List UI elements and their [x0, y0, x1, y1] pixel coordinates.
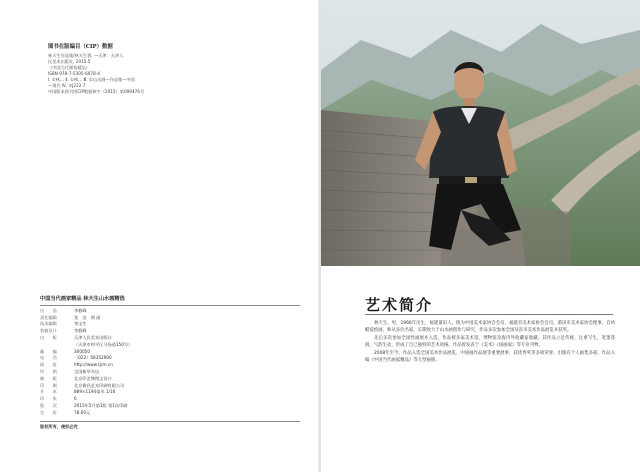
- colophon-value: 6: [74, 396, 77, 402]
- colophon-value: 78.00元: [74, 409, 91, 415]
- cip-line: Ⅰ. ①林… Ⅱ. ①林… Ⅲ. ①山水画—作品集—中国: [48, 77, 135, 82]
- colophon-value: 北京雅昌艺术印刷有限公司: [74, 382, 125, 388]
- colophon-row: [40, 396, 300, 403]
- colophon-value: 北京印艺博图文设计: [74, 375, 112, 381]
- colophon-value: 天津人民美术出版社: [74, 334, 112, 340]
- colophon-row: [40, 376, 300, 383]
- colophon-key: 网 址: [40, 362, 57, 368]
- colophon-row: [40, 342, 300, 349]
- colophon-value: 张 洁 郭 丽: [74, 314, 101, 320]
- cip-line: 林天生作品集/林天生著. —天津：天津人: [48, 53, 124, 58]
- colophon-key: 技术编辑: [40, 321, 57, 327]
- colophon-value: （022）58352900: [74, 355, 112, 361]
- colophon-key: 制 版: [40, 375, 57, 381]
- title-divider: [365, 314, 613, 315]
- great-wall-portrait-image: [321, 0, 640, 266]
- cip-data-block: [48, 44, 298, 95]
- colophon-key: 邮 编: [40, 348, 57, 354]
- colophon-value: 2015年5月第1版 第1次印刷: [74, 402, 128, 408]
- colophon-value: 300050: [74, 348, 90, 354]
- colophon-value: 李宝生: [74, 321, 87, 327]
- colophon-value: 全国新华书店: [74, 368, 100, 374]
- colophon-value: http://www.tjrm.cn: [74, 362, 113, 368]
- cip-line: 中国版本图书馆CIP数据核字（2015）第099476号: [48, 89, 145, 94]
- colophon-row: [40, 369, 300, 376]
- colophon-key: [40, 342, 74, 349]
- colophon-key: 责任编辑: [40, 314, 57, 320]
- cip-title: 图书在版编目（CIP）数据: [48, 44, 113, 50]
- colophon-row: [40, 410, 300, 417]
- colophon-key: 经 销: [40, 368, 57, 374]
- intro-paragraph: 2008年至今，作品入选全国美术作品展览、中国画作品展等重要展事，获优秀奖等多项荣誉。出版有个人画集多部，作品入编《中国当代画家精品》等大型画册。: [365, 350, 615, 364]
- colophon-row: [40, 403, 300, 410]
- colophon-key: 装帧设计: [40, 328, 57, 334]
- colophon: [40, 296, 300, 430]
- colophon-value: 李毅峰: [74, 328, 87, 334]
- intro-paragraph: 先后多次参加全国性画展并入选，作品被多家美术馆、博物馆及海内外收藏家收藏。其作品立足传统，注重写生，笔墨苍润，气韵生动，形成了自己独特的艺术风格。作品曾发表于《美术》《国画家》等专业刊物。: [365, 335, 615, 349]
- colophon-key: 开 本: [40, 389, 57, 395]
- colophon-row: [40, 389, 300, 396]
- intro-body: [365, 320, 615, 364]
- colophon-key: 电 话: [40, 355, 57, 361]
- colophon-key: 定 价: [40, 409, 57, 415]
- colophon-row: [40, 362, 300, 369]
- colophon-row: [40, 349, 300, 356]
- colophon-value: （天津市和平区马场道150号）: [74, 341, 133, 347]
- colophon-key: 印 刷: [40, 382, 57, 388]
- colophon-value: 李毅峰: [74, 307, 87, 313]
- portrait-photo: [321, 0, 640, 266]
- colophon-title: 中国当代画家精品 林天生山水画精选: [40, 296, 300, 306]
- copyright-notice: 版权所有，侵权必究: [40, 421, 300, 431]
- cip-line: 民美术出版社, 2015.5: [48, 59, 91, 64]
- colophon-value: 889×1194毫米 1/16: [74, 389, 116, 395]
- cip-line: —现代 Ⅳ. ①J222.7: [48, 83, 86, 88]
- colophon-row: [40, 355, 300, 362]
- colophon-row: [40, 335, 300, 342]
- colophon-row: [40, 328, 300, 335]
- colophon-row: [40, 308, 300, 315]
- colophon-key: 印 张: [40, 396, 57, 402]
- right-page: [321, 0, 640, 472]
- cip-line: （中国当代画家精品）: [48, 65, 90, 70]
- intro-paragraph: 林天生，男，1966年出生，福建莆田人。现为中国美术家协会会员、福建省美术家协会会员、莆田市美术家协会理事。自幼酷爱绘画，师从多位名家，长期致力于山水画创作与研究，作品多次参加全国及省市美术作品展览并获奖。: [365, 321, 615, 334]
- cip-line: ISBN 978-7-5305-6978-4: [48, 71, 100, 76]
- intro-title: 艺术简介: [365, 296, 434, 314]
- colophon-key: 出 版: [40, 334, 57, 340]
- colophon-rows: [40, 308, 300, 417]
- colophon-key: 出 品: [40, 307, 57, 313]
- colophon-key: 版 次: [40, 402, 57, 408]
